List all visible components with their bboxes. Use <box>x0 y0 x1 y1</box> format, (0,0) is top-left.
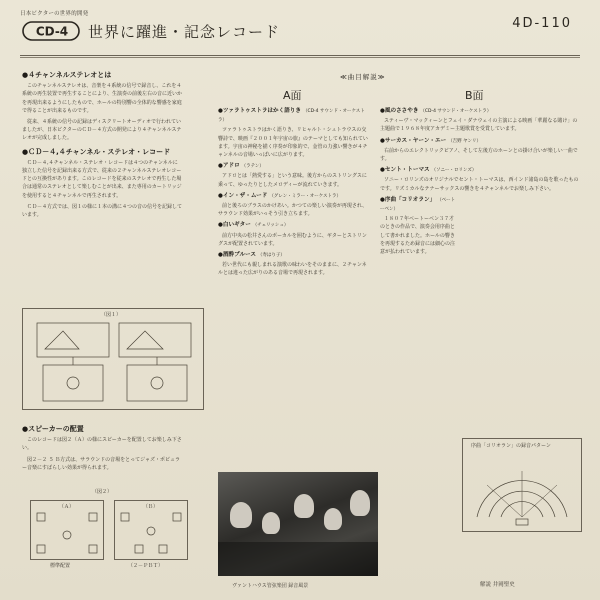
track-credit: （CD-4 サウンド・オーケストラ） <box>218 109 365 124</box>
side-a-tracks <box>218 104 368 280</box>
figure-3-caption: 序曲「コリオラン」の録音パターン <box>471 443 551 449</box>
figure-2b-name: （２－ＰＢＴ） <box>128 563 164 569</box>
track-credit: （チェリッシュ） <box>252 223 289 229</box>
track-item <box>218 221 368 248</box>
figure-1 <box>22 308 204 410</box>
track-title: ●白いギター <box>218 222 251 229</box>
track-text: スティーヴ・マックィーンとフェイ・ダナウェイの主演による映画「華麗なる賭け」の主題曲で１９６８年度アカデミー主題歌賞を受賞しています。 <box>380 118 578 133</box>
track-text: ソニー・ロリンズのオリジナルでセント・トーマスは、西インド諸島の島を歌ったものです。リズミカルなテナーサックスの響きを４チャンネルでお楽しみ下さい。 <box>380 177 579 192</box>
figure-3 <box>462 438 582 532</box>
track-text: 右前からのエレクトリックピアノ、そして左後方のホーンとの掛け合いが楽しい一曲です。 <box>380 147 578 163</box>
speaker-layout-icon <box>115 501 187 559</box>
side-b-label: B面 <box>465 89 484 102</box>
section-title: ●スピーカーの配置 <box>22 425 84 433</box>
track-title: ●風のささやき <box>380 108 419 114</box>
person-figure <box>230 502 252 528</box>
figure-2a <box>30 500 104 560</box>
track-item <box>218 107 368 159</box>
cd4-logo-icon <box>22 20 82 42</box>
track-item <box>380 166 580 193</box>
track-credit: （CD-4 サウンド・オーケストラ） <box>420 109 492 114</box>
track-item <box>218 192 368 219</box>
track-credit: （ベートーベン） <box>380 197 456 213</box>
track-text: 前と後ろのブラスのかけあい。かつての楽しい演奏が再現され、サラウンド効果がいっそう引き立ちます。 <box>218 203 368 218</box>
track-item <box>218 162 368 189</box>
track-credit: （吉野 ヤンリ） <box>448 138 482 144</box>
figure-1-caption: （図１） <box>101 312 122 318</box>
header-rule-2 <box>20 57 580 58</box>
side-b-tracks <box>380 104 580 258</box>
recording-photo <box>218 472 378 576</box>
orchestra-layout-icon <box>463 439 581 531</box>
track-credit: （グレン・ミラー・オーケストラ） <box>269 193 342 199</box>
paragraph: 従来、４系統の信号の記録はディスクリートオーディオで行われていましたが、日本ビクターのＣＤ－４方式の開発により４チャンネルステレオが完成しました。 <box>22 119 182 142</box>
section-title: ●ＣＤ－４,４チャンネル・ステレオ・レコード <box>22 147 171 156</box>
track-text: ツァラトゥストラはかく語りき、リヒャルト・シュトラウスの交響詩で、映画『２００１年宇宙の旅』のテーマとしても知られています。宇宙の神秘を描く序奏が印象的で、金管の力強い響きが４チャンネルの音場いっぱいに広がります。 <box>218 127 368 159</box>
side-a-label: A面 <box>283 89 302 102</box>
left-column <box>22 66 182 222</box>
paragraph: 図２－２ ５ Ｂ方式は、サラウンドの音場をとってジャズ・ポピュラー音楽にすばらしい効果が得られます。 <box>22 456 180 471</box>
track-credit: （ソニー・ロリンズ） <box>431 168 477 174</box>
person-figure <box>350 490 370 516</box>
left-column-lower <box>22 420 182 475</box>
catalog-number: 4D-110 <box>512 16 572 31</box>
commentary-credit: 解説 井岡聖史 <box>480 582 515 588</box>
paragraph: このチャンネルステレオは、音楽を４系統の信号で録音し、これを４系統の再生装置で再生することにより、生演奏の前後左右の音に近いかを再現出来るようにしたもので、ホールの特別響の全体的な響感を家庭で得ることが出来るものです。 <box>22 83 183 114</box>
page-title: 世界に躍進・記念レコード <box>88 23 281 41</box>
brand-line: 日本ビクターの世界的開発 <box>20 11 89 17</box>
person-figure <box>262 512 280 534</box>
track-title: ●イン・ザ・ムード <box>218 192 268 199</box>
figure-2-caption: （図２） <box>92 489 113 495</box>
groove-diagram-icon <box>23 309 203 409</box>
track-title: ●ツァラトゥストラはかく語りき <box>218 108 301 114</box>
speaker-layout-icon <box>31 501 103 559</box>
logo-text: CD-4 <box>35 24 69 39</box>
track-credit: （寿はり子） <box>257 253 285 259</box>
track-text: １８０７年ベートーベン３７才のときの作品で、演奏会用序曲として書かれました。ホールの響きを再現するため録音には細心の注意が払われています。 <box>380 216 456 256</box>
track-title: ●酒酔ブルース <box>218 252 256 259</box>
track-title: ●序曲「コリオラン」 <box>380 196 436 203</box>
paragraph: このレコードは図２（Ａ）の様にスピーカーを配置してお楽しみ下さい。 <box>22 437 182 452</box>
photo-caption: ヴァントハウス管弦楽団 録音風景 <box>232 583 309 589</box>
track-text: アドロとは「熱愛する」という意味。後方からのストリングスに乗って、ゆったりとしたメロディーが流れていきます。 <box>218 173 367 188</box>
track-text: 若い世代にも親しまれる演歌の味わいをそのままに、２チャンネルとは違った広がりのある音場で再現されます。 <box>218 262 367 277</box>
figure-2b-label: （Ｂ） <box>143 504 159 510</box>
track-title: ●セント・トーマス <box>380 167 430 174</box>
music-stand <box>218 542 378 576</box>
section-title: ●４チャンネルステレオとは <box>22 71 112 79</box>
figure-2a-label: （Ａ） <box>59 504 75 510</box>
track-item <box>380 196 458 256</box>
figure-2a-name: 標準配置 <box>50 563 71 569</box>
track-notes-heading: ≪曲目解説≫ <box>340 73 386 81</box>
person-figure <box>294 494 314 518</box>
track-title: ●アドロ <box>218 163 240 170</box>
track-title: ●サーカス・ヤーン・エー <box>380 137 447 144</box>
figure-2b <box>114 500 188 560</box>
paragraph: ＣＤ－４方式では、図１の様に１本の溝に４つの音の信号を記録しています。 <box>22 203 183 219</box>
track-item <box>380 107 580 134</box>
track-item <box>218 251 368 278</box>
header-rule <box>20 55 580 56</box>
track-credit: （ラテン） <box>241 164 264 170</box>
paragraph: ＣＤ－４,４チャンネル・ステレオ・レコードは４つのチャンネルに独立した信号を記録出来る方式で、従来の２チャンネルステレオレコードとの互換性があります。このレコードを従来のステレオで再生した場合は通常のステレオとして楽しむことが出来、また専用のカートリッジを使用すると４チャンネルで再生されます。 <box>22 159 182 199</box>
track-text: 前方中央の松井さんのボーカルを囲むように、ギターとストリングスが配置されています。 <box>218 232 367 247</box>
person-figure <box>324 508 342 530</box>
track-item <box>380 137 580 164</box>
